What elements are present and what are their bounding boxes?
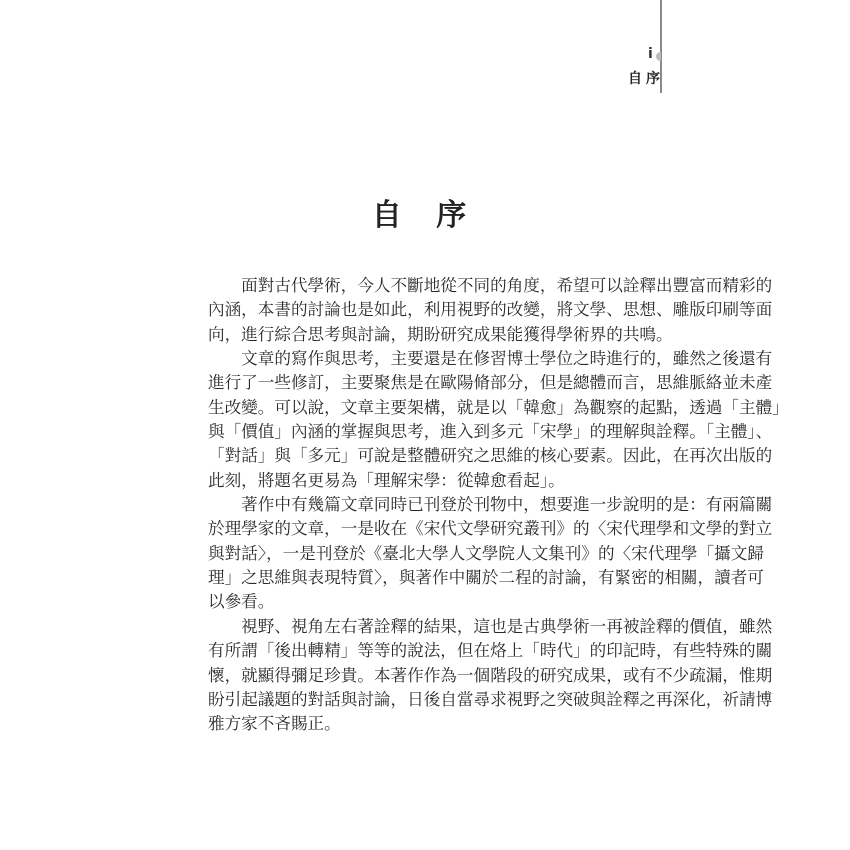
text-line: 理」之思維與表現特質〉，與著作中關於二程的討論，有緊密的相關，讀者可 [208, 568, 764, 588]
page-title: 自 序 [371, 198, 479, 233]
text-line: 內涵，本書的討論也是如此，利用視野的改變，將文學、思想、雕版印刷等面 [208, 300, 773, 320]
text-line: 此刻，將題名更易為「理解宋學：從韓愈看起」。 [208, 470, 565, 490]
running-header: 自序 [628, 71, 664, 87]
text-line: 盼引起議題的對話與討論，日後自當尋求視野之突破與詮釋之再深化，祈請博 [208, 689, 773, 709]
text-line: 與「價值」內涵的掌握與思考，進入到多元「宋學」的理解與詮釋。「主體」、 [208, 422, 773, 442]
preface-body [208, 274, 789, 737]
text-line: 與對話〉，一是刊登於《臺北大學人文學院人文集刊》的〈宋代理學「攝文歸 [208, 543, 764, 563]
page-tab-marker [656, 52, 661, 61]
text-line: 以參看。 [208, 592, 275, 612]
text-line: 懷，就顯得彌足珍貴。本著作作為一個階段的研究成果，或有不少疏漏，惟期 [208, 665, 773, 685]
text-line: 於理學家的文章，一是收在《宋代文學研究叢刊》的〈宋代理學和文學的對立 [208, 519, 773, 539]
text-line: 面對古代學術，今人不斷地從不同的角度，希望可以詮釋出豐富而精彩的 [208, 276, 773, 295]
text-line: 文章的寫作與思考，主要還是在修習博士學位之時進行的，雖然之後還有 [208, 349, 773, 369]
text-line: 視野、視角左右著詮釋的結果，這也是古典學術一再被詮釋的價值，雖然 [208, 616, 773, 636]
text-line: 「對話」與「多元」可說是整體研究之思維的核心要素。因此，在再次出版的 [208, 446, 773, 466]
text-line: 向，進行綜合思考與討論，期盼研究成果能獲得學術界的共鳴。 [208, 324, 673, 344]
text-line: 進行了一些修訂，主要聚焦是在歐陽脩部分，但是總體而言，思維脈絡並未產 [208, 373, 773, 393]
text-line: 有所謂「後出轉精」等等的說法，但在烙上「時代」的印記時，有些特殊的關 [208, 641, 773, 661]
text-line: 生改變。可以說，文章主要架構，就是以「韓愈」為觀察的起點，透過「主體」 [208, 397, 789, 417]
text-line: 著作中有幾篇文章同時已刊登於刊物中，想要進一步說明的是：有兩篇關 [208, 495, 773, 515]
text-line: 雅方家不吝賜正。 [208, 714, 341, 734]
page-number: i [648, 46, 653, 62]
